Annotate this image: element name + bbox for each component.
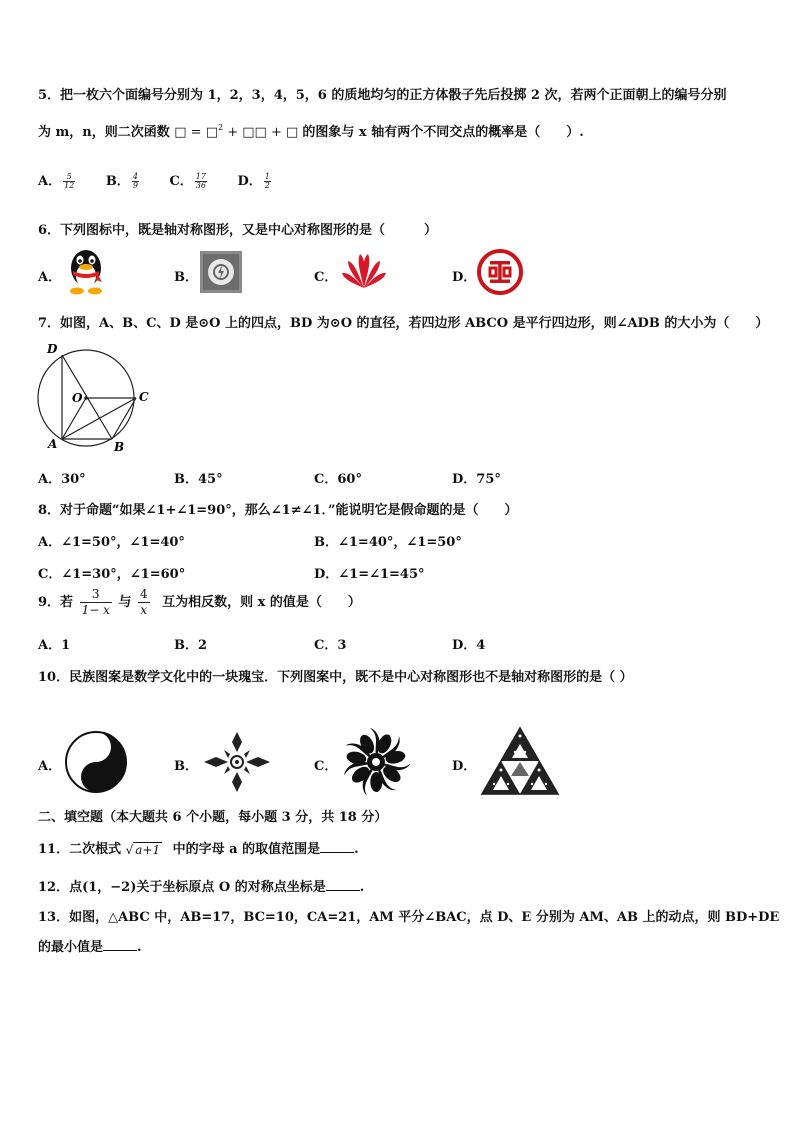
q7-label-o: O [72,391,83,405]
q11-post: 中的字母 a 的取值范围是 [172,842,321,857]
q11-radical: √ a+1 [125,842,161,857]
q12-answer-blank [326,880,360,891]
q10-option-a-label: A． [38,759,62,774]
q10-text: 10．民族图案是数学文化中的一块瑰宝．下列图案中，既不是中心对称图形也不是轴对称图形的是（ ） [38,670,633,685]
q9-post: 互为相反数，则 x 的值是（ ） [162,595,361,610]
bank-logo-icon [477,249,523,295]
q9-option-a: A．1 [38,638,71,653]
q5-eq-part2: + □□ + □ [227,125,299,140]
q5-option-b: B． $\frac{4}{9}$ [105,172,138,190]
q9-line [38,587,361,618]
q6-text: 6．下列图标中，既是轴对称图形，又是中心对称图形的是（ ） [38,223,438,238]
q11-line [38,838,359,857]
q7-label-d: D [47,342,58,356]
q5-eq-sup: 2 [218,123,224,132]
q13-line2 [38,936,142,955]
q13-line2-text: 的最小值是 [38,940,104,955]
q9-fraction-1: $\frac{3}{1- x}$ [81,587,110,617]
q13-end: . [137,940,142,955]
q11-end: . [354,842,359,857]
q6-option-a-label: A． [38,270,62,285]
q10-option-b-label: B． [174,759,198,774]
power-button-icon [200,251,242,293]
q9-option-c: C．3 [314,638,347,653]
q13-answer-blank [103,940,137,951]
q12-text: 12．点(1，−2)关于坐标原点 O 的对称点坐标是 [38,880,326,895]
q5-equation [174,125,302,140]
q7-option-d: D．75° [452,472,501,487]
q11-pre: 11．二次根式 [38,842,122,857]
q5-line2-post: 的图象与 x 轴有两个不同交点的概率是（ ）. [302,125,584,140]
q9-option-b: B．2 [174,638,208,653]
section-2-heading: 二、填空题（本大题共 6 个小题，每小题 3 分，共 18 分） [38,810,388,825]
q6-option-c-label: C． [314,270,338,285]
pinwheel-flower-icon [340,726,412,798]
q9-option-d: D．4 [452,638,486,653]
q8-option-a: A．∠1=50°，∠1=40° [38,535,185,550]
q9-fraction-2: $\frac{4}{x}$ [139,587,148,617]
q7-option-c: C．60° [314,472,362,487]
q7-label-a: A [48,437,58,451]
q7-label-c: C [139,390,149,404]
q8-option-d: D．∠1=∠1=45° [314,567,425,582]
yin-yang-icon [64,730,128,794]
q7-circle-figure [36,340,154,456]
q6-option-b-label: B． [174,270,198,285]
q5-line1: 5．把一枚六个面编号分别为 1，2，3，4，5，6 的质地均匀的正方体骰子先后投掷 2 次，若两个正面朝上的编号分别 [38,88,727,103]
q5-option-c: C． $\frac{17}{36}$ [169,172,206,190]
q8-option-c: C．∠1=30°，∠1=60° [38,567,186,582]
q9-pre: 9．若 [38,595,74,610]
q5-eq-part1: □ = □ [174,125,218,140]
flower-logo-icon [340,250,388,292]
q7-option-a: A．30° [38,472,86,487]
q5-options [38,170,273,190]
q11-answer-blank [320,842,354,853]
q13-line1: 13．如图，△ABC 中，AB=17，BC=10，CA=21，AM 平分∠BAC，点 D、E 分别为 AM、AB 上的动点，则 BD+DE [38,910,780,925]
q9-mid: 与 [118,595,132,610]
q8-option-b: B．∠1=40°，∠1=50° [314,535,462,550]
q8-text: 8．对于命题“如果∠1+∠1=90°，那么∠1≠∠1．”能说明它是假命题的是（ ） [38,503,518,518]
triangle-pattern-icon [480,726,560,796]
q7-label-b: B [114,440,125,454]
q5-option-a: A． $\frac{5}{12}$ [38,172,75,190]
q12-end: . [359,880,365,895]
q5-line2-pre: 为 m，n，则二次函数 [38,125,170,140]
q7-option-b: B．45° [174,472,223,487]
penguin-icon [62,246,110,296]
q5-line2 [38,121,584,140]
q10-option-c-label: C． [314,759,338,774]
ornament-cross-icon [202,730,272,794]
q5-option-d: D． $\frac{1}{2}$ [237,172,270,190]
q7-text: 7．如图，A、B、C、D 是⊙O 上的四点，BD 为⊙O 的直径，若四边形 ABCO 是平行四边形，则∠ADB 的大小为（ ） [38,316,769,331]
q12-line [38,876,364,895]
q6-option-d-label: D． [452,270,477,285]
q10-option-d-label: D． [452,759,477,774]
